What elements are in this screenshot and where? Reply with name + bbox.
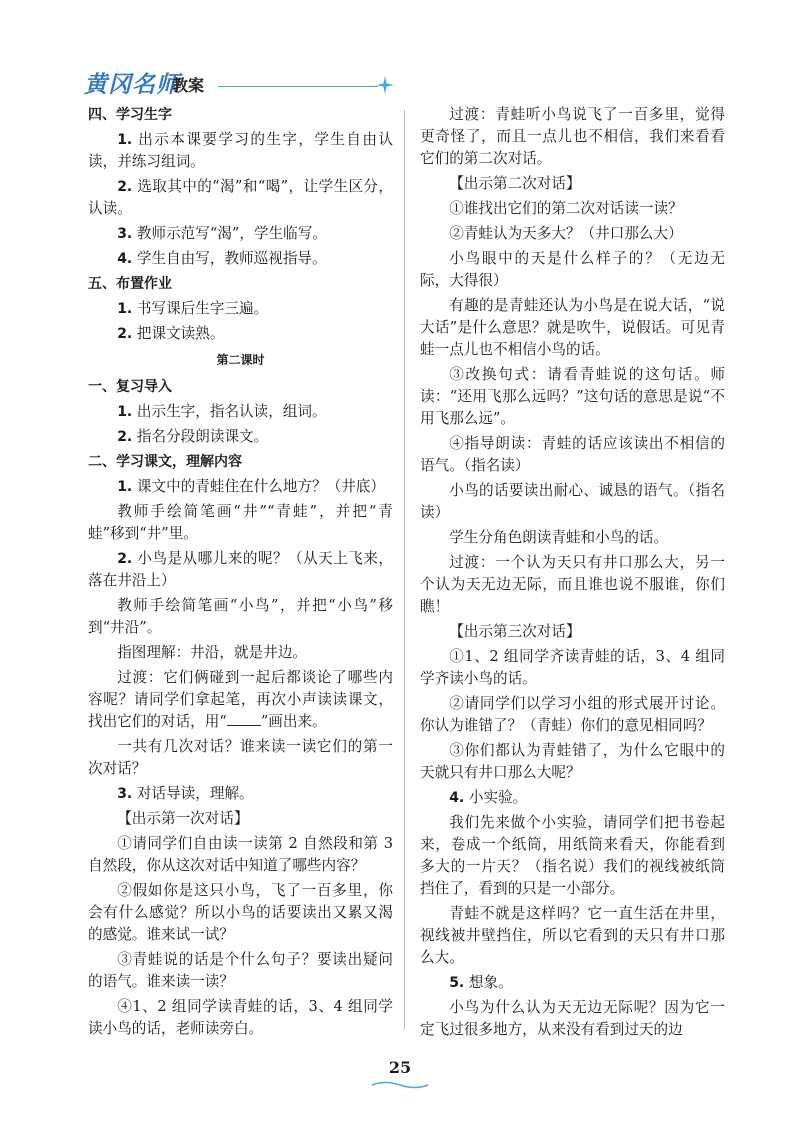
dialogue-label: 【出示第一次对话】: [117, 810, 249, 827]
header-rule: [218, 86, 378, 87]
paragraph: ③改换句式：请看青蛙说的这句话。师读：“还用飞那么远吗？”这句话的意思是说“不用飞那么远”。: [420, 366, 725, 427]
paragraph: 小鸟的话要读出耐心、诚恳的语气。（指名读）: [420, 482, 725, 521]
section-heading: 五、布置作业: [88, 276, 172, 292]
paragraph: ①谁找出它们的第二次对话读一读？: [449, 200, 683, 217]
blank-line: [227, 713, 261, 726]
paragraph: 青蛙不就是这样吗？它一直生活在井里，视线被井壁挡住，所以它看到的天只有井口那么大。: [420, 905, 725, 966]
brand-logo: 黄冈名师: [84, 72, 180, 98]
paragraph: ④指导朗读：青蛙的话应该读出不相信的语气。（指名读）: [420, 435, 725, 474]
paragraph: 1. 出示生字，指名认读，组词。: [117, 403, 327, 420]
right-column: [420, 104, 725, 1044]
paragraph: 3. 教师示范写“渴”，学生临写。: [117, 225, 327, 242]
paragraph: 2. 指名分段朗读课文。: [117, 428, 269, 445]
wave-decoration-icon: [370, 1080, 430, 1090]
left-column: [88, 104, 393, 1043]
paragraph: ③青蛙说的话是个什么句子？要读出疑问的语气。谁来读一读？: [88, 951, 393, 990]
dialogue-label: 【出示第二次对话】: [449, 175, 581, 192]
paragraph: 2. 小鸟是从哪儿来的呢？（从天上飞来，落在井沿上）: [88, 550, 393, 589]
paragraph: 过渡：一个认为天只有井口那么大，另一个认为天无边无际，而且谁也说不服谁，你们瞧！: [420, 554, 725, 615]
paragraph: 指图理解：井沿，就是井边。: [117, 644, 307, 661]
paragraph: 过渡：青蛙听小鸟说飞了一百多里，觉得更奇怪了，而且一点儿也不相信，我们来看看它们的第二次对话。: [420, 106, 725, 167]
paragraph: 教师手绘简笔画“小鸟”，并把“小鸟”移到“井沿”。: [88, 597, 393, 636]
paragraph: ②请同学们以学习小组的形式展开讨论。你认为谁错了？（青蛙）你们的意见相同吗？: [420, 695, 725, 734]
paragraph: 2. 选取其中的“渴”和“喝”，让学生区分，认读。: [88, 178, 393, 217]
paragraph: 我们先来做个小实验，请同学们把书卷起来，卷成一个纸筒，用纸筒来看天，你能看到多大的一片天？（指名说）我们的视线被纸筒挡住了，看到的只是一小部分。: [420, 814, 725, 897]
paragraph: ②青蛙认为天多大？（井口那么大）: [449, 225, 683, 242]
paragraph: 2. 把课文读熟。: [117, 325, 225, 342]
paragraph: 小鸟为什么认为天无边无际呢？因为它一定飞过很多地方，从来没有看到过天的边: [420, 999, 725, 1038]
section-heading: 一、复习导入: [88, 379, 172, 395]
page-number: 25: [388, 1058, 412, 1077]
paragraph: 有趣的是青蛙还认为小鸟是在说大话，“说大话”是什么意思？就是吹牛，说假话。可见青蛙一点儿也不相信小鸟的话。: [420, 297, 725, 358]
column-divider: [404, 110, 405, 1030]
paragraph: 教师手绘简笔画“井”“青蛙”，并把“青蛙”移到“井”里。: [88, 503, 393, 542]
paragraph: 3. 对话导读，理解。: [117, 785, 254, 802]
header-subtitle: 教案: [172, 76, 205, 95]
paragraph: 过渡：它们俩碰到一起后都谈论了哪些内容呢？请同学们拿起笔，再次小声读读课文，找出它们的对话，用“ ”画出来。: [88, 669, 393, 730]
section-heading: 二、学习课文，理解内容: [88, 454, 242, 470]
paragraph: 小鸟眼中的天是什么样子的？（无边无际，大得很）: [420, 250, 725, 289]
page-header: [84, 64, 344, 100]
paragraph: 5. 想象。: [449, 974, 513, 991]
paragraph: 一共有几次对话？谁来读一读它们的第一次对话？: [88, 738, 393, 777]
paragraph: 4. 学生自由写，教师巡视指导。: [117, 250, 327, 267]
dialogue-label: 【出示第三次对话】: [449, 623, 581, 640]
paragraph: ①请同学们自由读一读第 2 自然段和第 3 自然段，你从这次对话中知道了哪些内容？: [88, 835, 393, 874]
sparkle-star-icon: [375, 75, 395, 95]
section-heading: 四、学习生字: [88, 107, 172, 123]
paragraph: 4. 小实验。: [449, 789, 528, 806]
lesson-title: 第二课时: [216, 353, 265, 367]
paragraph: ④1、2 组同学读青蛙的话，3、4 组同学读小鸟的话，老师读旁白。: [88, 998, 393, 1037]
paragraph: ②假如你是这只小鸟，飞了一百多里，你会有什么感觉？所以小鸟的话要读出又累又渴的感觉。谁来试一试？: [88, 882, 393, 943]
paragraph: ③你们都认为青蛙错了，为什么它眼中的天就只有井口那么大呢？: [420, 742, 725, 781]
paragraph: 1. 课文中的青蛙住在什么地方？（井底）: [117, 478, 385, 495]
paragraph: ①1、2 组同学齐读青蛙的话，3、4 组同学齐读小鸟的话。: [420, 648, 725, 687]
paragraph: 学生分角色朗读青蛙和小鸟的话。: [449, 529, 669, 546]
paragraph: 1. 书写课后生字三遍。: [117, 300, 269, 317]
paragraph: 1. 出示本课要学习的生字，学生自由认读，并练习组词。: [88, 131, 393, 170]
